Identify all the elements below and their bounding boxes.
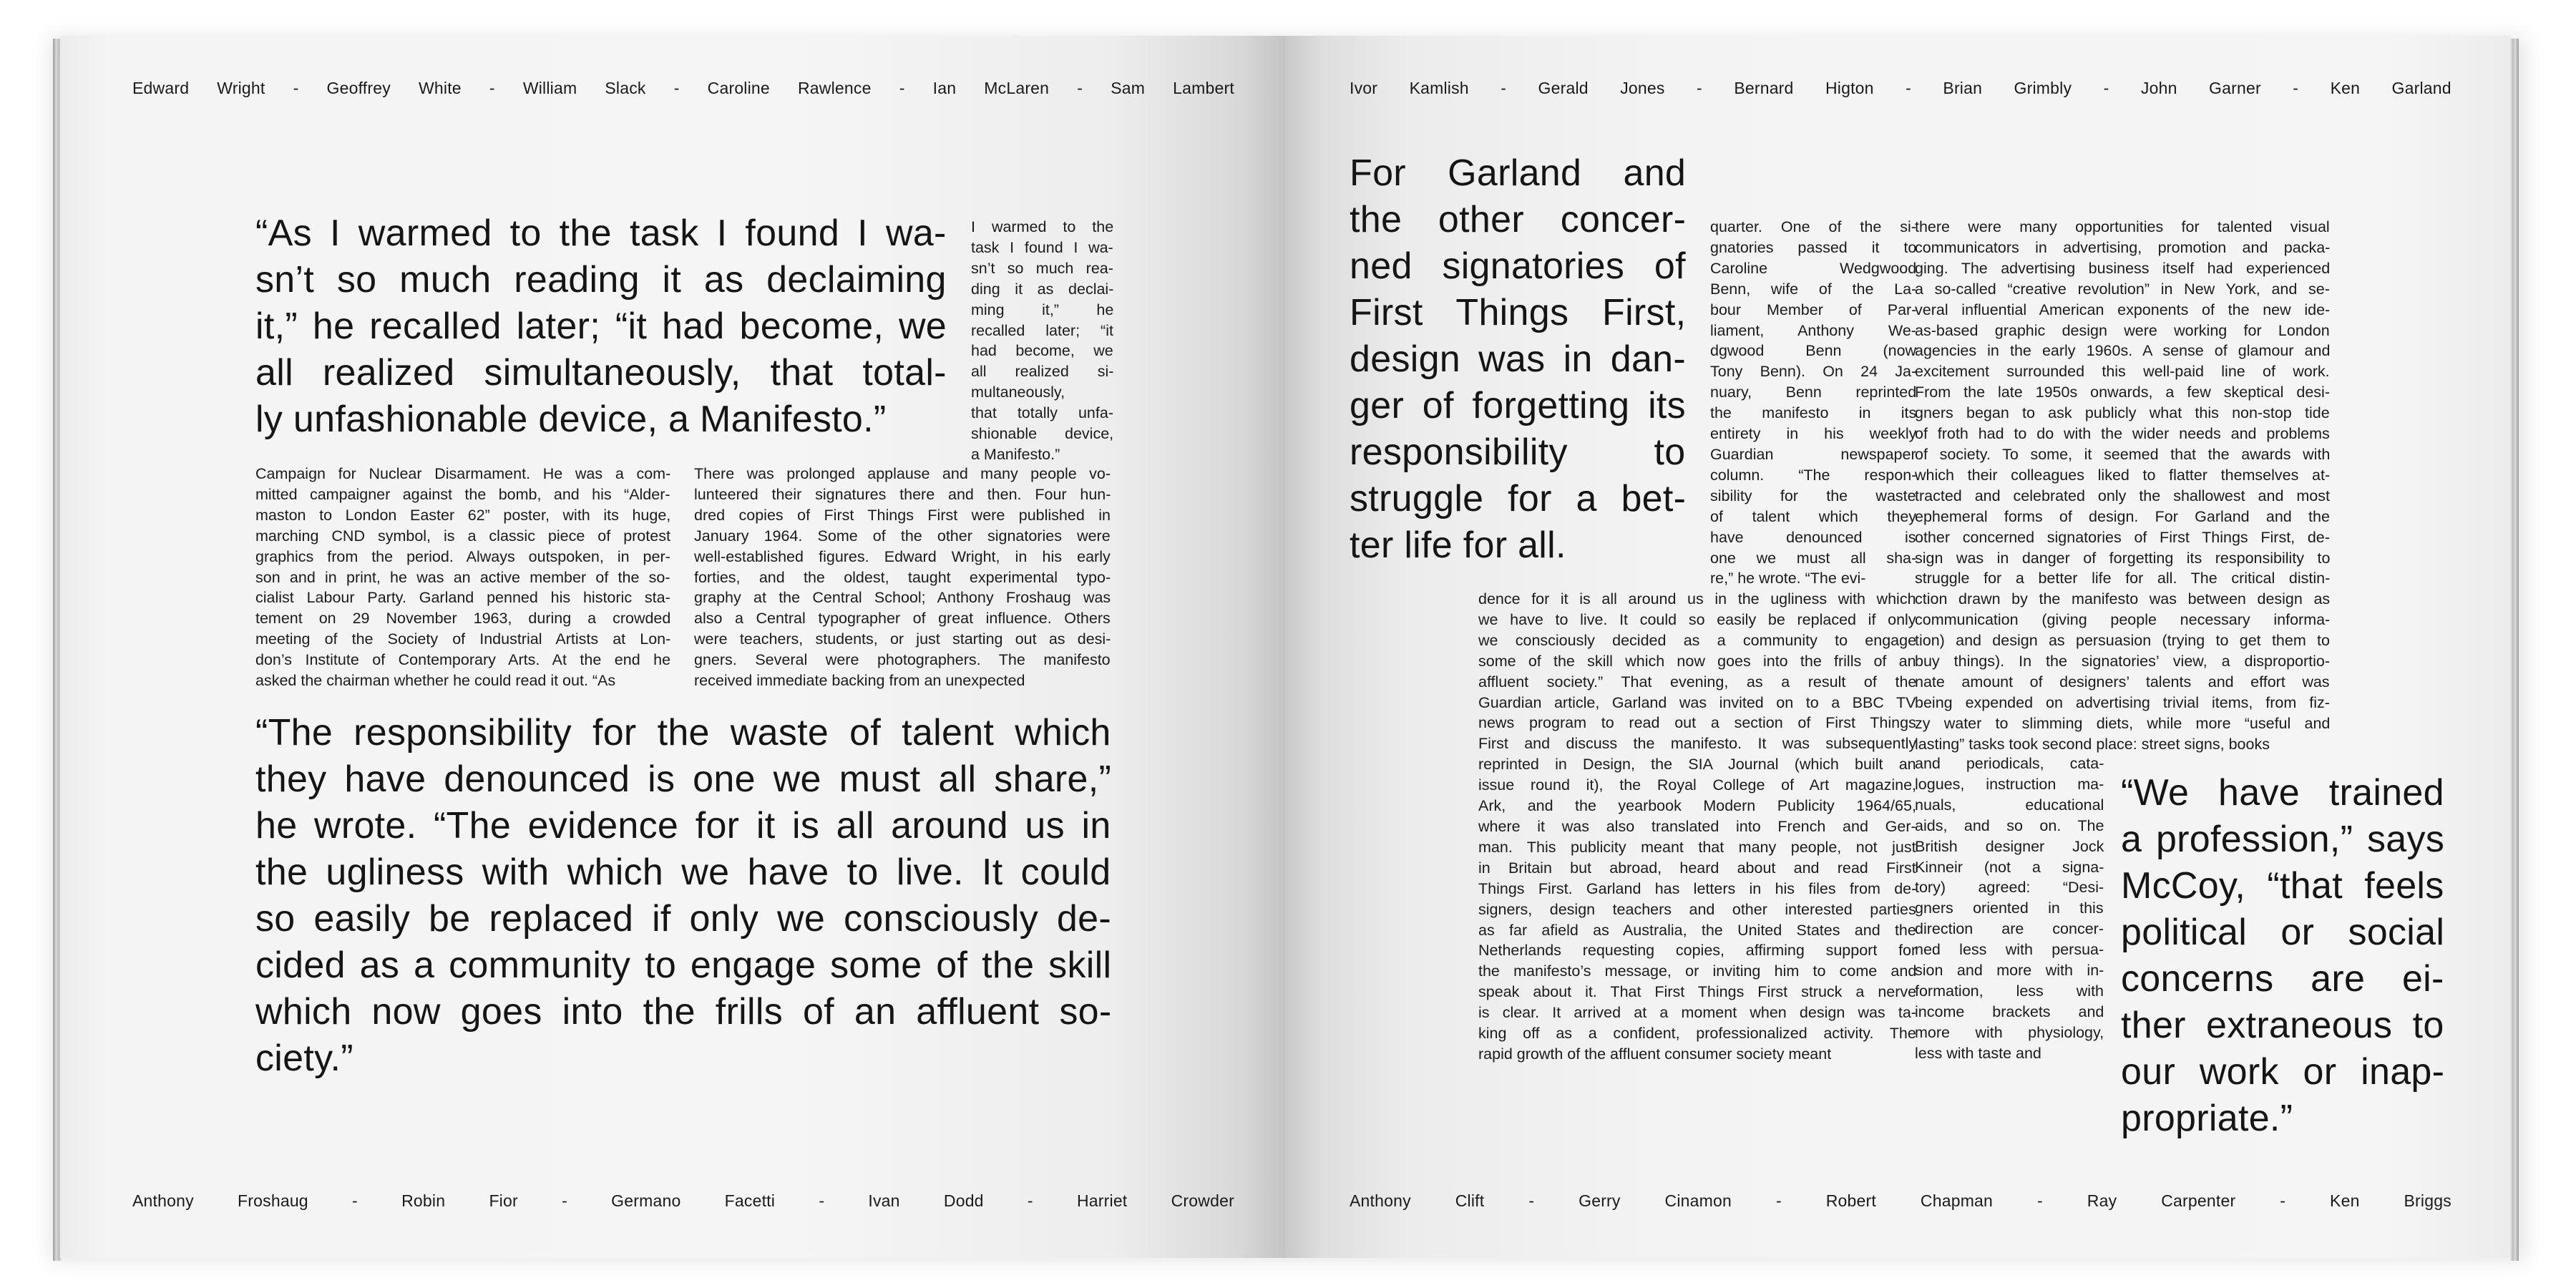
text-line: entirety in his weekly [1710,425,1916,443]
text-line: ging. The advertising business itself had experienced [1915,259,2330,277]
name-item: Crowder [1171,1191,1234,1210]
text-line: task I found I wa- [971,238,1113,256]
text-line: also a Central typographer of great influence. Others [694,610,1111,628]
text-line: First and discuss the manifesto. It was subsequently [1478,735,1916,753]
name-separator: - [489,79,495,97]
text-line: I warmed to the [971,218,1113,235]
name-separator: - [1077,79,1083,97]
text-line: meeting of the Society of Industrial Artists at Lon- [255,630,670,648]
pull-quote-line: the other concer- [1350,199,1687,240]
text-line: multaneously, [971,384,1065,401]
pull-quote-line: sn’t so much reading it as declaiming [255,259,947,301]
text-line: we have to live. It could so easily be replaced if only [1478,610,1916,628]
name-separator: - [2103,79,2109,97]
name-item: Sam [1111,79,1146,97]
name-item: Anthony [132,1191,194,1210]
text-line: Caroline Wedgwood [1710,259,1916,277]
text-line: received immediate backing from an unexpected [694,672,1025,690]
pull-quote-line: ter life for all. [1350,525,1566,566]
name-item: Ray [2087,1191,2117,1210]
pull-quote-line: the ugliness with which we have to live. It could [255,852,1111,893]
text-line: tory) agreed: “Desi- [1915,879,2104,897]
text-line: all realized si- [971,363,1113,381]
text-line: son and in print, he was an active member of the so- [255,568,670,586]
text-line: lasting” tasks took second place: street signs, books [1915,735,2270,753]
name-item: Cinamon [1664,1191,1732,1210]
name-separator: - [1501,79,1507,97]
text-line: Kinneir (not a signa- [1915,858,2104,876]
text-line: nuals, educational [1915,796,2104,814]
name-item: Robin [401,1191,446,1210]
text-line: don’s Institute of Contemporary Arts. At the end he [255,651,670,669]
text-line: speak about it. That First Things First struck a nerve [1478,983,1916,1001]
text-line: some of the skill which now goes into the frills of an [1478,652,1916,670]
name-item: Ian [932,79,957,97]
name-item: Ivan [868,1191,900,1210]
name-item: Germano [611,1191,681,1210]
pull-quote-line: ciety.” [255,1038,353,1079]
text-line: as far afield as Australia, the United States and the [1478,921,1916,939]
text-line: bour Member of Par- [1710,301,1916,318]
pull-quote-line: First Things First, [1350,292,1687,333]
name-item: Dodd [943,1191,984,1210]
name-item: Slack [605,79,646,97]
name-item: Kamlish [1409,79,1469,97]
pull-quote-line: it,” he recalled later; “it had become, we [255,306,947,347]
name-item: Higton [1825,79,1874,97]
text-line: rapid growth of the affluent consumer society meant [1478,1045,1832,1063]
text-line: Guardian newspaper [1710,445,1916,463]
name-item: Bernard [1734,79,1794,97]
pull-quote-line: “We have trained [2121,772,2444,814]
left-top-names [132,79,1234,98]
text-line: that totally unfa- [971,404,1113,422]
text-line: one we must all sha- [1710,549,1916,567]
name-item: McLaren [984,79,1050,97]
text-line: there were many opportunities for talented visual [1915,218,2330,235]
name-item: Facetti [724,1191,776,1210]
name-separator: - [2036,1191,2043,1210]
name-item: Chapman [1920,1191,1994,1210]
name-separator: - [1775,1191,1782,1210]
text-line: gners began to ask publicly what this non-stop tide [1915,404,2330,422]
name-item: Froshaug [238,1191,308,1210]
left-body-column-1 [255,464,670,691]
text-line: news program to read out a section of First Things [1478,714,1916,732]
name-item: Ken [2330,79,2361,97]
text-line: gners. Several were photographers. The manifesto [694,651,1111,669]
text-line: gners oriented in this [1915,899,2104,917]
text-line: a Manifesto.” [971,445,1060,463]
text-line: aids, and so on. The [1915,816,2104,834]
right-column [1915,217,2330,755]
pull-quote-line: McCoy, “that feels [2121,865,2444,907]
text-line: re,” he wrote. “The evi- [1710,570,1866,587]
right-bottom-names [1350,1191,2451,1211]
name-item: Edward [132,79,190,97]
left-body-column-2 [694,464,1111,691]
text-line: dred copies of First Things First were published in [694,506,1111,524]
name-item: Ivor [1350,79,1378,97]
text-line: more with physiology, [1915,1023,2104,1041]
text-line: being expended on advertising trivial items, from fiz- [1915,693,2330,711]
right-column-narrow [1915,753,2104,1064]
text-line: There was prolonged applause and many people vo- [694,465,1111,482]
text-line: had become, we [971,342,1113,360]
text-line: Netherlands requesting copies, affirming support for [1478,942,1916,960]
text-line: other concerned signatories of First Things First, de- [1915,528,2330,546]
text-line: veral influential American exponents of the new ide- [1915,301,2330,318]
pull-quote-line: ger of forgetting its [1350,385,1686,426]
left-bottom-names [132,1191,1234,1211]
text-line: excitement surrounded this well-paid line of work. [1915,363,2330,381]
pull-quote-line: which now goes into the frills of an affluent so- [255,991,1112,1033]
text-line: of talent which they [1710,507,1916,525]
name-item: Lambert [1173,79,1234,97]
text-line: cialist Labour Party. Garland penned his historic sta- [255,589,670,607]
name-separator: - [2280,1191,2286,1210]
pull-quote-line: For Garland and [1350,152,1687,194]
text-line: ming it,” he [971,301,1113,318]
text-line: marching CND symbol, is a classic piece of protest [255,527,670,545]
text-line: shionable device, [971,425,1113,443]
text-line: sion and more with in- [1915,962,2104,980]
right-pull-quote-1 [1350,150,1686,569]
name-item: Carpenter [2161,1191,2236,1210]
name-item: Clift [1455,1191,1485,1210]
text-line: ned less with persua- [1915,941,2104,959]
text-line: gnatories passed it to [1710,238,1916,256]
name-separator: - [1906,79,1911,97]
name-separator: - [2293,79,2299,97]
text-line: king off as a confident, professionalized activity. The [1478,1025,1916,1043]
text-line: communication (giving people necessary informa- [1915,611,2330,629]
pull-quote-line: ned signatories of [1350,245,1686,287]
text-line: formation, less with [1915,982,2104,1000]
name-item: Garland [2391,79,2451,97]
name-item: Robert [1825,1191,1876,1210]
name-item: Rawlence [798,79,872,97]
right-top-names [1350,79,2451,98]
name-separator: - [673,79,680,97]
text-line: zy water to slimming diets, while more “useful and [1915,714,2330,732]
name-separator: - [899,79,905,97]
text-line: Ark, and the yearbook Modern Publicity 1964/65, [1478,797,1916,815]
text-line: Things First. Garland has letters in his files from de- [1478,879,1916,897]
text-line: forties, and the oldest, taught experimental typo- [694,568,1111,586]
text-line: the manifesto in its [1710,404,1916,422]
text-line: British designer Jock [1915,837,2104,855]
text-line: as-based graphic design were working for London [1915,321,2330,339]
text-line: less with taste and [1915,1044,2041,1062]
text-line: tement on 29 November 1963, during a crowded [255,610,670,628]
text-line: reprinted in Design, the SIA Journal (which built an [1478,756,1916,774]
page-stack-right [2510,39,2519,1261]
pull-quote-line: struggle for a bet- [1350,478,1687,519]
text-line: agencies in the early 1960s. A sense of glamour and [1915,342,2330,360]
left-side-column [971,217,1113,465]
pull-quote-line: ly unfashionable device, a Manifesto.” [255,399,887,440]
text-line: logues, instruction ma- [1915,775,2104,793]
text-line: Campaign for Nuclear Disarmament. He was a com- [255,465,670,482]
left-page [60,36,1285,1258]
text-line: in Britain but abroad, heard about and read First [1478,859,1916,877]
right-narrow-column [1710,217,1916,589]
name-item: Jones [1620,79,1665,97]
name-separator: - [293,79,299,97]
name-separator: - [562,1191,567,1210]
text-line: Guardian article, Garland was invited on to a BBC TV [1478,693,1916,711]
text-line: nuary, Benn reprinted [1710,384,1916,401]
text-line: have denounced is [1710,528,1916,546]
name-separator: - [819,1191,825,1210]
text-line: a so-called “creative revolution” in New York, and se- [1915,280,2330,298]
text-line: man. This publicity meant that many people, not just [1478,838,1916,856]
text-line: where it was also translated into French and Ger- [1478,817,1916,835]
text-line: well-established figures. Edward Wright, in his early [694,547,1111,565]
pull-quote-line: propriate.” [2121,1098,2293,1139]
name-item: John [2140,79,2177,97]
text-line: column. “The respon- [1710,466,1916,484]
text-line: buy things). In the signatories’ view, a disproportio- [1915,653,2330,670]
text-line: ction drawn by the manifesto was between design as [1915,590,2330,608]
name-item: Harriet [1076,1191,1128,1210]
text-line: tracted and celebrated only the shallowest and most [1915,487,2330,504]
pull-quote-line: responsibility to [1350,431,1686,473]
text-line: direction are concer- [1915,920,2104,938]
name-item: Gerry [1579,1191,1621,1210]
text-line: Tony Benn). On 24 Ja- [1710,363,1916,381]
right-page [1285,36,2510,1258]
text-line: dence for it is all around us in the ugliness with which [1478,590,1916,608]
text-line: is clear. It arrived at a moment when design was ta- [1478,1004,1916,1022]
text-line: tion) and design as persuasion (trying to get them to [1915,632,2330,650]
pull-quote-line: they have denounced is one we must all share,” [255,758,1112,800]
name-separator: - [1697,79,1702,97]
text-line: signers, design teachers and other interested parties [1478,900,1916,918]
right-pull-quote-2 [2121,770,2444,1142]
text-line: we consciously decided as a community to engage [1478,631,1916,649]
text-line: were teachers, students, or just starting out as desi- [694,630,1111,648]
name-item: Geoffrey [326,79,391,97]
name-item: Gerald [1538,79,1589,97]
name-item: Ken [2330,1191,2360,1210]
name-separator: - [352,1191,358,1210]
name-item: Anthony [1350,1191,1411,1210]
pull-quote-line: concerns are ei- [2121,958,2444,1000]
pull-quote-line: ther extraneous to [2121,1005,2444,1046]
text-line: dgwood Benn (now [1710,342,1916,360]
text-line: communicators in advertising, promotion and packa- [1915,238,2330,256]
name-item: William [522,79,577,97]
text-line: asked the chairman whether he could read it out. “As [255,672,616,690]
text-line: struggle for a better life for all. The critical distin- [1915,570,2330,587]
text-line: maston to London Easter 62” poster, with its huge, [255,506,670,524]
pull-quote-line: political or social [2121,912,2445,953]
text-line: graphy at the Central School; Anthony Froshaug was [694,589,1111,607]
text-line: recalled later; “it [971,321,1113,339]
name-item: Garner [2209,79,2261,97]
name-item: Briggs [2404,1191,2451,1210]
pull-quote-line: “As I warmed to the task I found I wa- [255,213,947,254]
text-line: sign was in danger of forgetting its responsibility to [1915,549,2330,567]
text-line: the manifesto’s message, or inviting him to come and [1478,962,1916,980]
pull-quote-line: cided as a community to engage some of the skill [255,945,1112,986]
left-pull-quote-1 [255,210,947,443]
text-line: ephemeral forms of design. For Garland and the [1915,507,2330,525]
text-line: issue round it), the Royal College of Art magazine, [1478,776,1916,794]
pull-quote-line: he wrote. “The evidence for it is all around us in [255,805,1111,847]
name-item: Caroline [707,79,770,97]
name-item: Wright [217,79,265,97]
text-line: of society. To some, it seemed that the awards with [1915,445,2330,463]
left-pull-quote-2 [255,710,1111,1082]
text-line: Benn, wife of the La- [1710,280,1916,298]
pull-quote-line: our work or inap- [2121,1051,2445,1093]
right-wide-column [1478,589,1916,1065]
text-line: graphics from the period. Always outspoken, in per- [255,547,670,565]
name-item: Fior [489,1191,518,1210]
pull-quote-line: design was in dan- [1350,338,1686,380]
text-line: ding it as declai- [971,280,1113,298]
name-item: Grimbly [2014,79,2072,97]
pull-quote-line: a profession,” says [2121,819,2445,860]
text-line: sibility for the waste [1710,487,1916,504]
text-line: and periodicals, cata- [1915,755,2104,772]
text-line: which their colleagues liked to flatter themselves at- [1915,466,2330,484]
name-separator: - [1027,1191,1033,1210]
name-item: Brian [1943,79,1983,97]
text-line: affluent society.” That evening, as a result of the [1478,673,1916,691]
text-line: of froth had to do with the wider needs and problems [1915,425,2330,443]
name-item: White [419,79,462,97]
name-separator: - [1528,1191,1535,1210]
text-line: liament, Anthony We- [1710,321,1916,339]
text-line: January 1964. Some of the other signatories were [694,527,1111,545]
text-line: income brackets and [1915,1002,2104,1020]
pull-quote-line: “The responsibility for the waste of talent which [255,712,1111,753]
text-line: quarter. One of the si- [1710,218,1916,235]
pull-quote-line: all realized simultaneously, that total- [255,352,947,394]
text-line: mitted campaigner against the bomb, and his “Alder- [255,485,670,503]
text-line: sn’t so much rea- [971,259,1113,277]
text-line: From the late 1950s onwards, a few skeptical desi- [1915,384,2330,401]
text-line: nate amount of designers’ talents and effort was [1915,673,2330,691]
pull-quote-line: so easily be replaced if only we consciously de- [255,898,1111,940]
text-line: lunteered their signatures there and then. Four hun- [694,485,1111,503]
